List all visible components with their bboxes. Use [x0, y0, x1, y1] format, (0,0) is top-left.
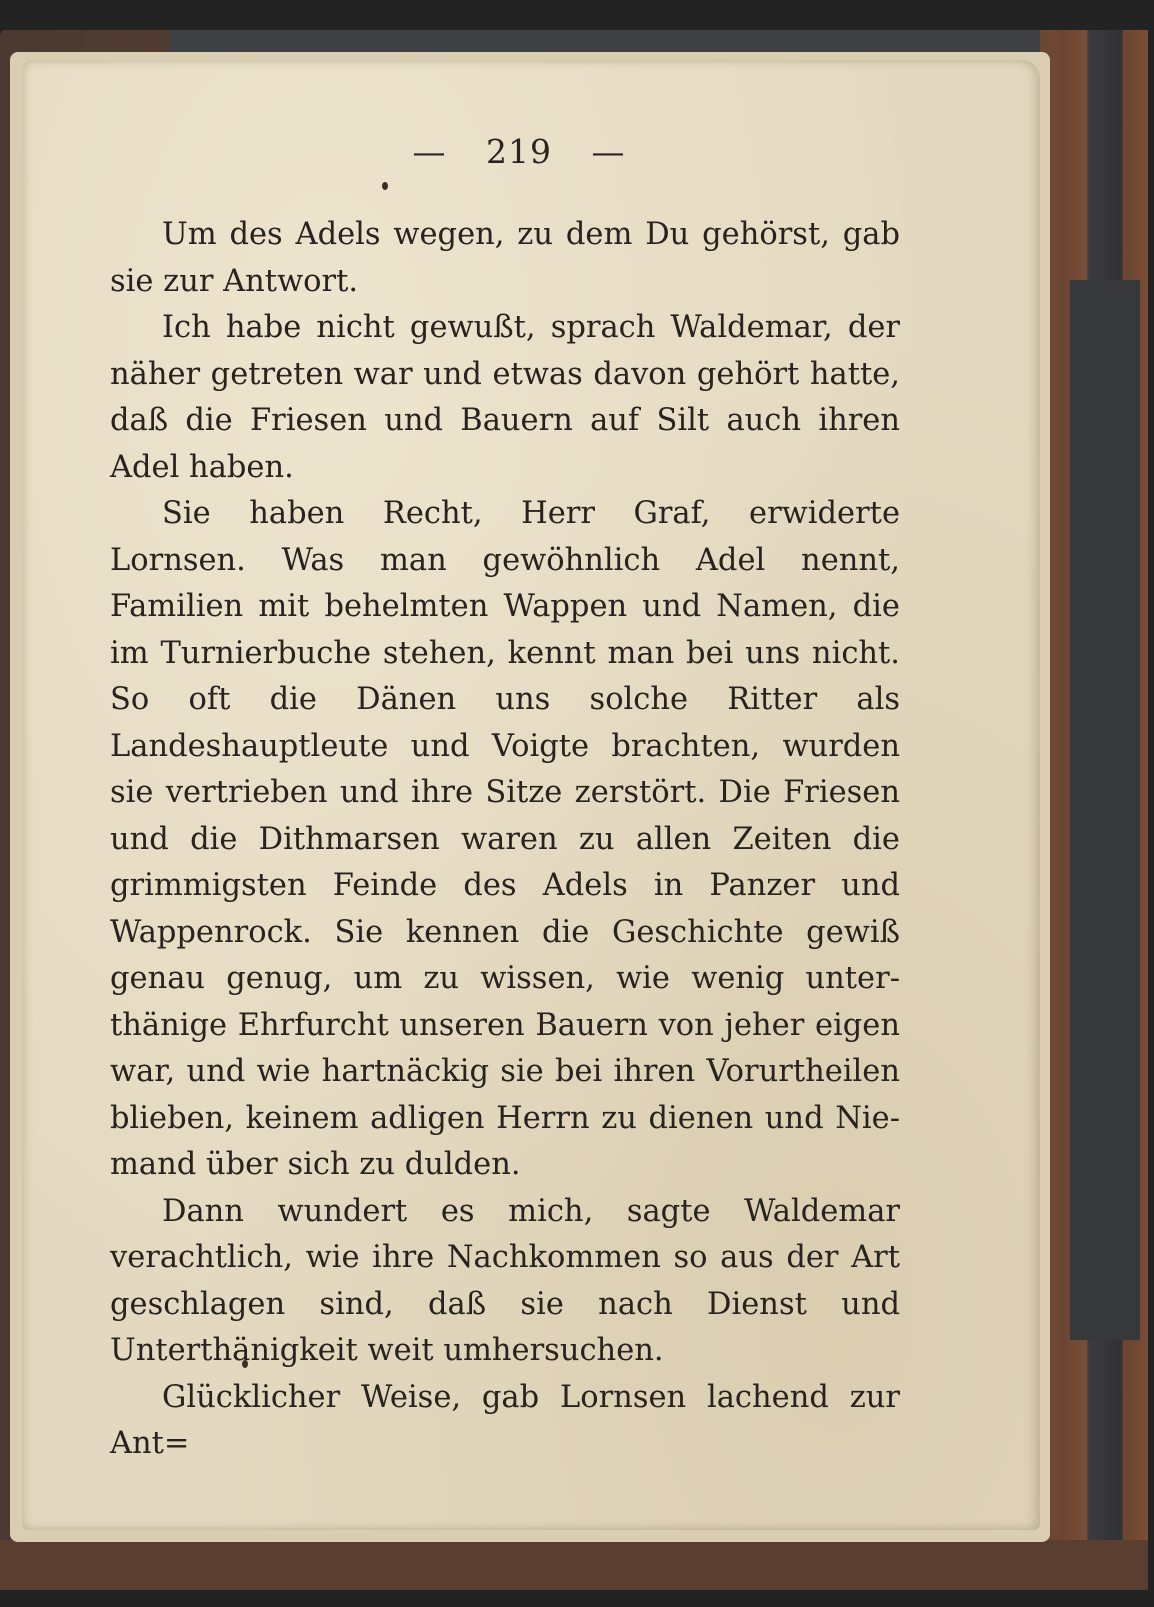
book-cover-cloth: [1070, 280, 1140, 1340]
page-number-dash-right: —: [591, 132, 626, 171]
ink-speck: [382, 182, 388, 190]
paragraph: Um des Adels wegen, zu dem Du gehörst, gab sie zur Antwort.: [110, 217, 900, 299]
paragraph: Dann wundert es mich, sagte Waldemar verachtlich, wie ihre Nachkommen so aus der Art geschlagen sind, daß sie nach Dienst und Unterthänigkeit weit umhersuchen.: [110, 1193, 900, 1368]
body-text: [110, 212, 900, 1468]
page-number-header: [10, 132, 1028, 171]
book-cover-bottom-edge: [0, 1540, 1148, 1590]
paragraph: Sie haben Recht, Herr Graf, erwiderte Lornsen. Was man gewöhnlich Adel nennt, Familien mit behelmten Wappen und Namen, die im Turnierbuche stehen, kennt man bei uns nicht. So oft die Dänen uns solche Ritter als Landeshauptleute und Voigte brachten, wurden sie vertrieben und ihre Sitze zerstört. Die Friesen und die Dithmarsen waren zu allen Zeiten die grimmigsten Feinde des Adels in Panzer und Wappenrock. Sie kennen die Geschichte gewiß genau genug, um zu wissen, wie wenig unterthänige Ehrfurcht unseren Bauern von jeher eigen war, und wie hartnäckig sie bei ihren Vorurtheilen blieben, keinem adligen Herrn zu dienen und Niemand über sich zu dulden.: [110, 496, 900, 1182]
page-number: 219: [486, 132, 552, 171]
page-leaf: [22, 60, 1040, 1530]
paragraph: Ich habe nicht gewußt, sprach Waldemar, der näher getreten war und etwas davon gehört hatte, daß die Friesen und Bauern auf Silt auch ihren Adel haben.: [110, 310, 900, 485]
page-number-dash-left: —: [412, 132, 447, 171]
paragraph: Glücklicher Weise, gab Lornsen lachend zur Ant=: [110, 1379, 900, 1461]
